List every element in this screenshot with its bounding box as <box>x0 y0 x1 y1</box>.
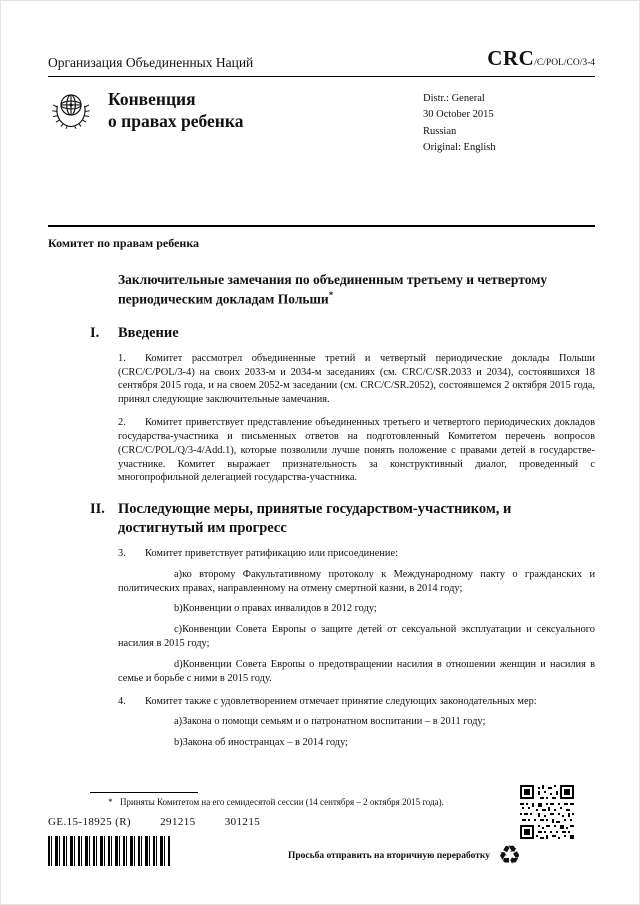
paragraph-1 <box>118 352 595 407</box>
original-line: Original: English <box>423 141 496 153</box>
section-title: Введение <box>118 324 179 341</box>
un-org-name: Организация Объединенных Наций <box>48 55 254 70</box>
footnote-marker: * <box>328 290 334 301</box>
list-item-3c <box>118 623 595 651</box>
section-numeral: I. <box>90 324 100 341</box>
paragraph-number: 2. <box>118 417 126 429</box>
qr-code <box>520 785 574 839</box>
section-heading-1 <box>90 324 595 343</box>
list-item-text: Конвенции Совета Европы о защите детей от сексуальной эксплуатации и сексуального насилия в 2015 году; <box>118 624 595 650</box>
list-item-letter: b) <box>174 737 183 749</box>
paragraph-number: 3. <box>118 547 126 559</box>
list-item-text: Закона о помощи семьям и о патронатном воспитании – в 2011 году; <box>182 716 486 728</box>
paragraph-number: 1. <box>118 352 126 364</box>
document-symbol-main: CRC <box>487 46 535 70</box>
convention-title-line2: о правах ребенка <box>108 110 244 131</box>
paragraph-text: Комитет приветствует ратификацию или присоединение: <box>145 547 398 559</box>
date-line: 30 October 2015 <box>423 109 494 121</box>
recycle-notice <box>288 843 521 869</box>
un-emblem-icon <box>48 87 94 225</box>
ge-number: GE.15-18925 (R) <box>48 816 131 828</box>
list-item-text: Закона об иностранцах – в 2014 году; <box>182 737 349 749</box>
footnote <box>90 792 560 809</box>
masthead <box>48 87 595 225</box>
document-id-line <box>48 816 260 828</box>
recycle-icon: ♻ <box>498 841 522 871</box>
list-item-letter: b) <box>174 603 183 615</box>
document-symbol-rest: /C/POL/CO/3-4 <box>534 58 595 68</box>
section-heading-2 <box>90 500 595 538</box>
document-title <box>118 271 598 309</box>
section-title: Последующие меры, принятые государством-участником, и достигнутый им прогресс <box>118 501 512 537</box>
list-item-text: Конвенции о правах инвалидов в 2012 году; <box>182 603 377 615</box>
paragraph-3 <box>118 547 595 561</box>
paragraph-text: Комитет рассмотрел объединенные третий и четвертый периодические доклады Польши (CRC/C/POL/3-4) на своих 2033-м и 2034-м заседаниях (см. CRC/C/SR.2033 и 2034), состоявшихся 18 сентября 2015 года, и на своем 2052-м заседании (см. CRC/C/SR.2052), состоявшемся 2 октября 2015 года, принял следующие заключительные замечания. <box>118 352 595 406</box>
list-item-letter: a) <box>174 716 183 728</box>
barcode <box>48 836 170 866</box>
convention-title <box>108 87 243 225</box>
list-item-3a <box>118 568 595 596</box>
paragraph-number: 4. <box>118 695 126 707</box>
list-item-4a <box>118 715 595 729</box>
list-item-letter: c) <box>174 624 183 636</box>
list-item-3d <box>118 658 595 686</box>
list-item-letter: d) <box>174 658 183 670</box>
header <box>48 46 595 77</box>
list-item-4b <box>118 736 595 750</box>
paragraph-2 <box>118 416 595 485</box>
list-item-3b <box>118 602 595 616</box>
paragraph-4 <box>118 695 595 709</box>
footnote-text: Приняты Комитетом на его семидесятой сессии (14 сентября – 2 октября 2015 года). <box>120 797 444 807</box>
list-item-letter: a) <box>174 568 183 580</box>
section-numeral: II. <box>90 501 105 518</box>
footnote-text-line <box>90 797 560 809</box>
convention-title-line1: Конвенция <box>108 89 196 109</box>
distr-line: Distr.: General <box>423 93 485 104</box>
footer-code-2: 301215 <box>224 816 261 828</box>
list-item-text: Конвенции Совета Европы о предотвращении насилия в отношении женщин и насилия в семье и борьбе с ними в 2015 году. <box>118 658 595 684</box>
footer-code-1: 291215 <box>160 816 196 828</box>
language-line: Russian <box>423 125 457 137</box>
paragraph-text: Комитет приветствует представление объединенных третьего и четвертого периодических докладов государства-участника и письменных ответов на подготовленный Комитетом перечень вопросов (CRC/C/POL/Q/3-4/Add.1), которые позволили лучше понять положение с правами детей в государстве-участнике. Комитет выражает признательность за конструктивный диалог, проведенный с многопрофильной делегацией государства-участника. <box>118 417 595 484</box>
footnote-text-marker: * <box>108 797 113 807</box>
footnote-divider <box>90 792 198 793</box>
document-symbol <box>487 46 595 71</box>
list-item-text: ко второму Факультативному протоколу к Международному пакту о гражданских и политических правах, направленному на отмену смертной казни, в 2014 году; <box>118 568 595 594</box>
paragraph-text: Комитет также с удовлетворением отмечает принятие следующих законодательных мер: <box>145 695 537 707</box>
document-title-text: Заключительные замечания по объединенным третьему и четвертому периодическим докладам Польши <box>118 272 548 307</box>
recycle-text: Просьба отправить на вторичную переработку <box>288 851 490 861</box>
divider <box>48 225 595 227</box>
distribution-info <box>423 87 595 225</box>
committee-name: Комитет по правам ребенка <box>48 236 200 250</box>
